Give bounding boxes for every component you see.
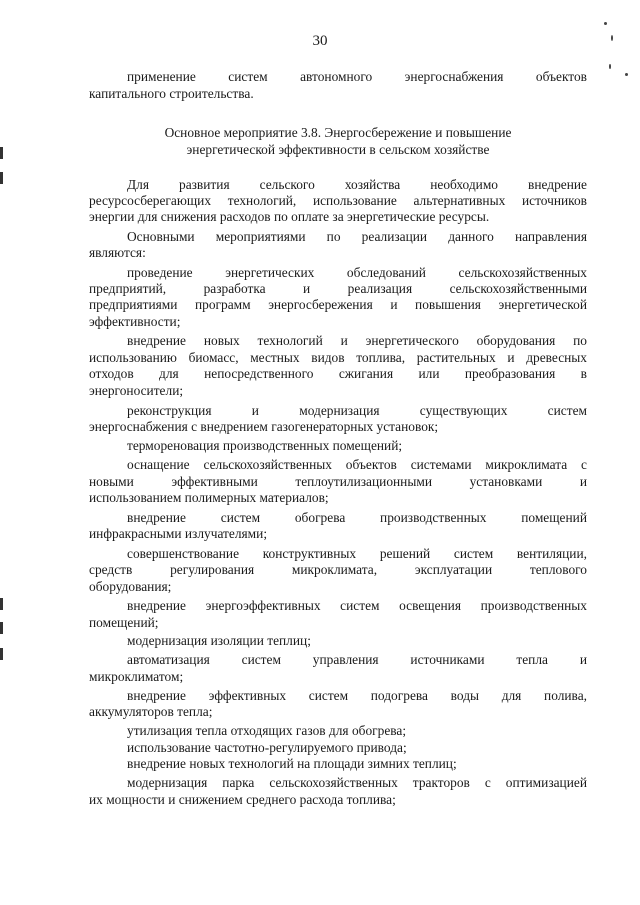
scan-mark	[0, 598, 3, 610]
list-item-line: предприятий, разработка и реализация сельскохозяйственными	[89, 281, 587, 296]
list-item-line: утилизация тепла отходящих газов для обогрева;	[127, 723, 407, 738]
list-item-line: использованию биомасс, местных видов топлива, растительных и древесных	[89, 350, 587, 365]
list-item-line: использованием полимерных материалов;	[89, 490, 329, 505]
list-item-line: инфракрасными излучателями;	[89, 526, 268, 541]
list-item-line: энергоносители;	[89, 383, 184, 398]
paragraph-line: Основными мероприятиями по реализации данного направления	[127, 229, 587, 244]
scan-speck	[604, 22, 607, 25]
paragraph-line: Для развития сельского хозяйства необходимо внедрение	[127, 177, 587, 192]
section-heading-line: энергетической эффективности в сельском хозяйстве	[186, 142, 490, 157]
list-item-line: проведение энергетических обследований сельскохозяйственных	[127, 265, 587, 280]
paragraph-line: энергии для снижения расходов по оплате за энергетические ресурсы.	[89, 209, 490, 224]
scan-speck	[625, 73, 628, 76]
paragraph-line: ресурсосберегающих технологий, использование альтернативных источников	[89, 193, 587, 208]
list-item-line: термореновация производственных помещений;	[127, 438, 403, 453]
scan-mark	[0, 622, 3, 634]
list-item-line: оснащение сельскохозяйственных объектов системами микроклимата с	[127, 457, 587, 472]
scan-speck	[609, 64, 611, 69]
scan-mark	[0, 172, 3, 184]
list-item-line: эффективности;	[89, 314, 181, 329]
list-item-line: внедрение энергоэффективных систем освещения производственных	[127, 598, 587, 613]
list-item-line: внедрение эффективных систем подогрева воды для полива,	[127, 688, 587, 703]
list-item-line: предприятиями программ энергосбережения и повышения энергетической	[89, 297, 587, 312]
page-number: 30	[312, 33, 328, 49]
list-item-line: совершенствование конструктивных решений систем вентиляции,	[127, 546, 587, 561]
list-item-line: новыми эффективными теплоутилизационными установками и	[89, 474, 587, 489]
list-item-line: внедрение систем обогрева производственных помещений	[127, 510, 587, 525]
list-item-line: внедрение новых технологий на площади зимних теплиц;	[127, 756, 457, 771]
list-item-line: средств регулирования микроклимата, эксплуатации теплового	[89, 562, 587, 577]
list-item-line: автоматизация систем управления источниками тепла и	[127, 652, 587, 667]
list-item-line: их мощности и снижением среднего расхода топлива;	[89, 792, 396, 807]
list-item-line: модернизация парка сельскохозяйственных тракторов с оптимизацией	[127, 775, 587, 790]
list-item-line: помещений;	[89, 615, 159, 630]
list-item-line: оборудования;	[89, 579, 172, 594]
list-item-line: реконструкция и модернизация существующих систем	[127, 403, 587, 418]
intro-line: применение систем автономного энергоснабжения объектов	[127, 69, 587, 84]
list-item-line: модернизация изоляции теплиц;	[127, 633, 311, 648]
list-item-line: отходов для непосредственного сжигания или преобразования в	[89, 366, 587, 381]
list-item-line: использование частотно-регулируемого привода;	[127, 740, 407, 755]
document-body	[89, 0, 587, 905]
scan-speck	[611, 35, 613, 41]
scan-mark	[0, 147, 3, 159]
list-item-line: аккумуляторов тепла;	[89, 704, 213, 719]
list-item-line: энергоснабжения с внедрением газогенераторных установок;	[89, 419, 439, 434]
list-item-line: внедрение новых технологий и энергетического оборудования по	[127, 333, 587, 348]
paragraph-line: являются:	[89, 245, 146, 260]
section-heading-line: Основное мероприятие 3.8. Энергосбережение и повышение	[164, 125, 512, 140]
list-item-line: микроклиматом;	[89, 669, 184, 684]
intro-line: капитального строительства.	[89, 86, 254, 101]
scan-mark	[0, 648, 3, 660]
